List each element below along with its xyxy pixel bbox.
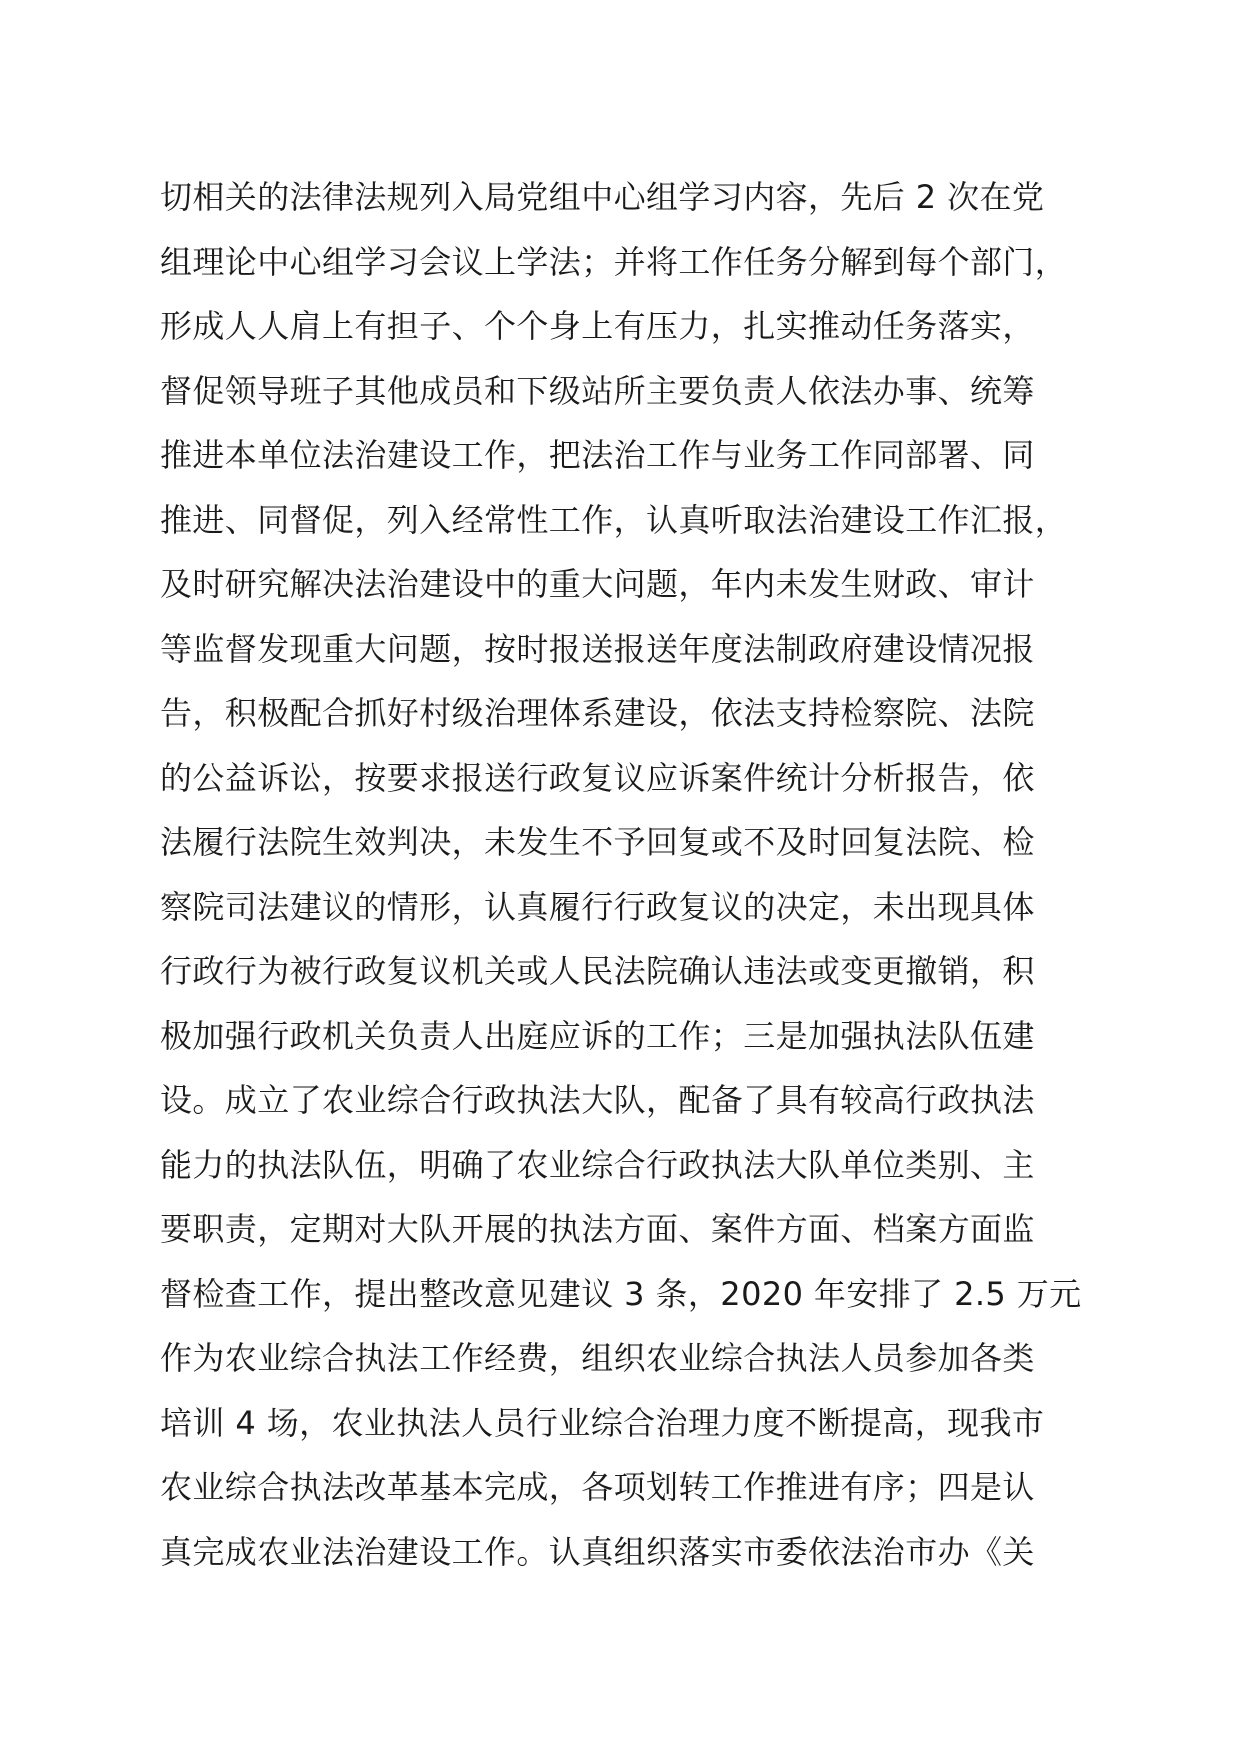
text-line: 督检查工作，提出整改意见建议 3 条，2020 年安排了 2.5 万元 [160, 1274, 1082, 1313]
text-line: 等监督发现重大问题，按时报送报送年度法制政府建设情况报 [160, 629, 1035, 668]
text-line: 察院司法建议的情形，认真履行行政复议的决定，未出现具体 [160, 887, 1035, 926]
text-line: 组理论中心组学习会议上学法；并将工作任务分解到每个部门， [160, 242, 1068, 281]
text-line: 农业综合执法改革基本完成，各项划转工作推进有序；四是认 [160, 1468, 1035, 1506]
text-line: 推进、同督促，列入经常性工作，认真听取法治建设工作汇报， [160, 500, 1068, 539]
text-line: 能力的执法队伍，明确了农业综合行政执法大队单位类别、主 [160, 1145, 1035, 1184]
text-line: 切相关的法律法规列入局党组中心组学习内容，先后 2 次在党 [160, 178, 1045, 216]
text-line: 设。成立了农业综合行政执法大队，配备了具有较高行政执法 [160, 1081, 1035, 1119]
text-line: 推进本单位法治建设工作，把法治工作与业务工作同部署、同 [160, 436, 1035, 474]
text-line: 作为农业综合执法工作经费，组织农业综合执法人员参加各类 [160, 1339, 1035, 1377]
text-line: 极加强行政机关负责人出庭应诉的工作；三是加强执法队伍建 [160, 1016, 1035, 1055]
text-line: 行政行为被行政复议机关或人民法院确认违法或变更撤销，积 [160, 952, 1035, 990]
text-line: 督促领导班子其他成员和下级站所主要负责人依法办事、统筹 [160, 371, 1035, 410]
text-line: 要职责，定期对大队开展的执法方面、案件方面、档案方面监 [160, 1210, 1035, 1248]
text-line: 的公益诉讼，按要求报送行政复议应诉案件统计分析报告，依 [160, 758, 1035, 797]
text-line: 法履行法院生效判决，未发生不予回复或不及时回复法院、检 [160, 823, 1035, 861]
text-line: 告，积极配合抓好村级治理体系建设，依法支持检察院、法院 [160, 694, 1035, 732]
text-line: 真完成农业法治建设工作。认真组织落实市委依法治市办《关 [160, 1532, 1035, 1571]
text-line: 培训 4 场，农业执法人员行业综合治理力度不断提高，现我市 [160, 1403, 1045, 1442]
text-line: 形成人人肩上有担子、个个身上有压力，扎实推动任务落实， [160, 307, 1035, 345]
text-line: 及时研究解决法治建设中的重大问题，年内未发生财政、审计 [160, 565, 1035, 603]
body-text [160, 165, 1120, 1584]
